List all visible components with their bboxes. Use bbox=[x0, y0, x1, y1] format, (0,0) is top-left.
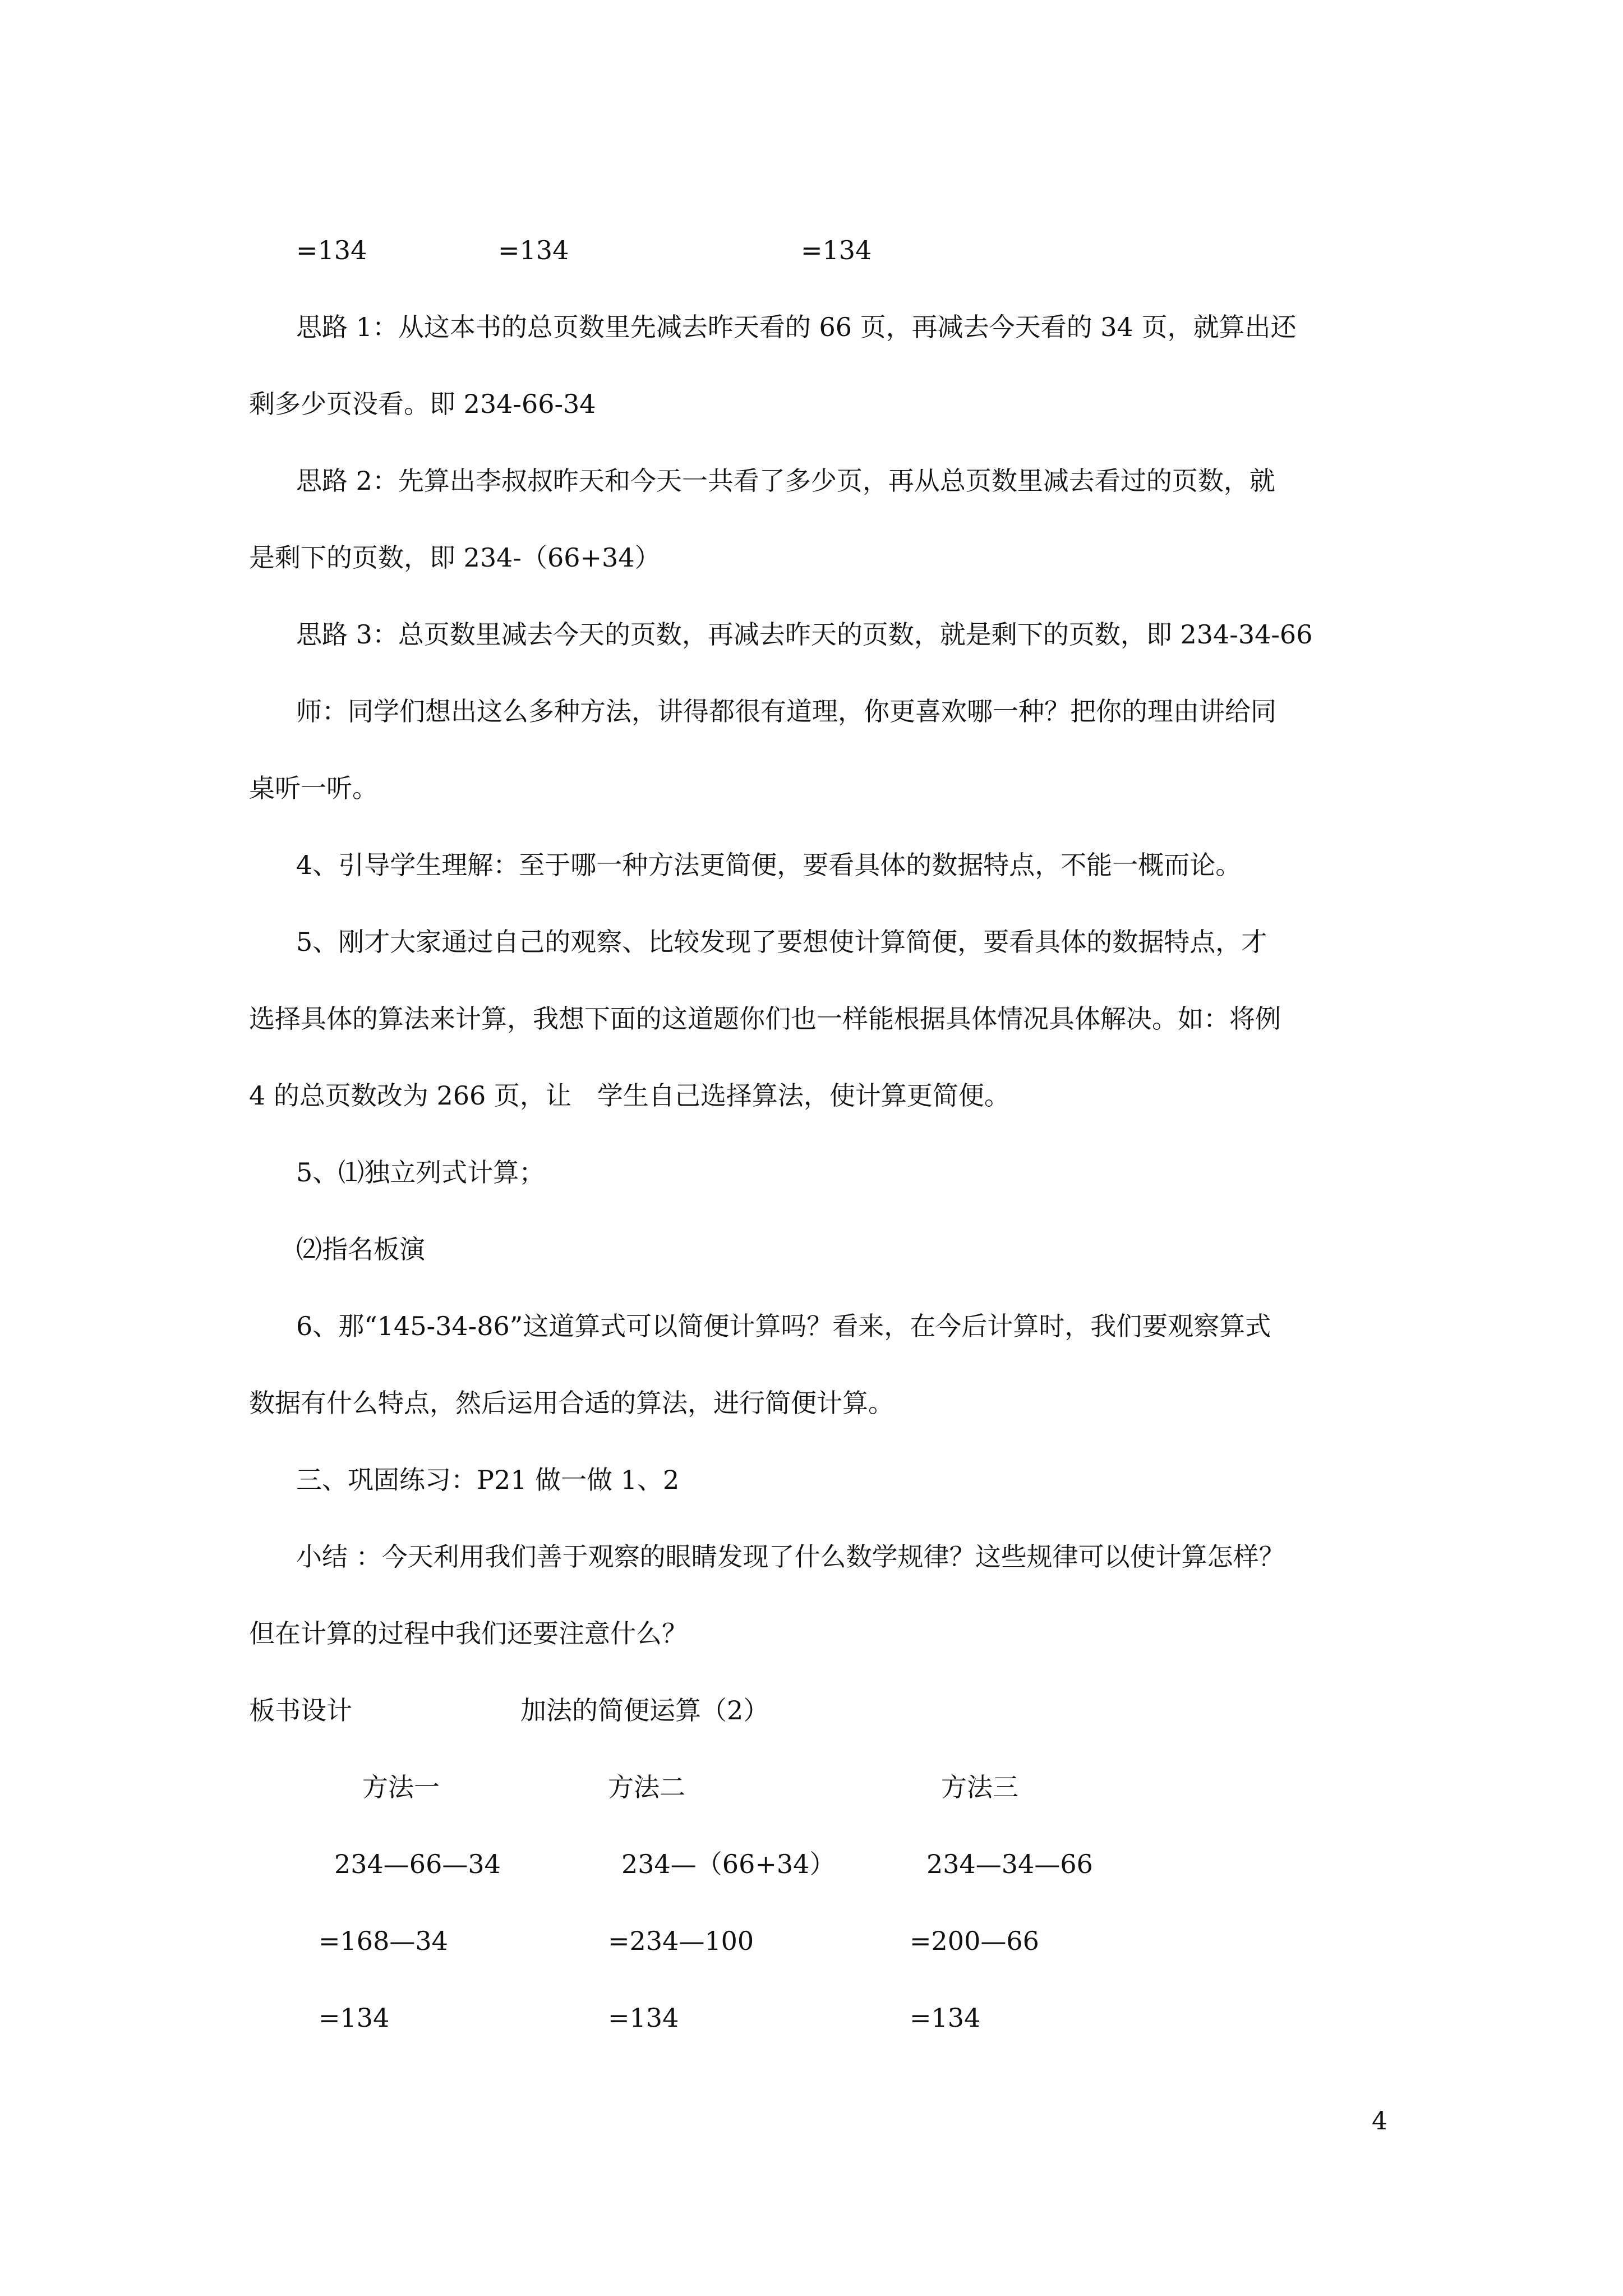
idea-2-line-1: 思路 2：先算出李叔叔昨天和今天一共看了多少页，再从总页数里减去看过的页数，就 bbox=[296, 466, 1275, 496]
method-3-step-1: 234—34—66 bbox=[926, 1849, 1093, 1879]
step-6-line-1: 6、那“145-34-86”这道算式可以简便计算吗？看来，在今后计算时，我们要观察算式 bbox=[296, 1311, 1271, 1341]
step-5-line-3: 4 的总页数改为 266 页，让 学生自己选择算法，使计算更简便。 bbox=[249, 1080, 1010, 1111]
method-2-label: 方法二 bbox=[608, 1772, 685, 1802]
board-header-row bbox=[0, 1697, 1623, 1726]
summary-line-2: 但在计算的过程中我们还要注意什么？ bbox=[249, 1618, 688, 1649]
result-method-2: =134 bbox=[498, 235, 569, 265]
board-title: 加法的简便运算（2） bbox=[520, 1695, 769, 1726]
idea-3-line-1: 思路 3：总页数里减去今天的页数，再减去昨天的页数，就是剩下的页数，即 234-34-66 bbox=[296, 619, 1313, 650]
idea-2-line-2: 是剩下的页数，即 234-（66+34） bbox=[249, 542, 661, 573]
method-2-step-2: =234—100 bbox=[608, 1926, 754, 1956]
step-5-line-2: 选择具体的算法来计算，我想下面的这道题你们也一样能根据具体情况具体解决。如：将例 bbox=[249, 1004, 1281, 1034]
board-methods-row bbox=[0, 1774, 1623, 1802]
step-5-substep-2: ⑵指名板演 bbox=[296, 1234, 425, 1264]
method-1-step-1: 234—66—34 bbox=[334, 1849, 501, 1879]
method-1-step-2: =168—34 bbox=[319, 1926, 448, 1956]
step-5-line-1: 5、刚才大家通过自己的观察、比较发现了要想使计算简便，要看具体的数据特点，才 bbox=[296, 927, 1267, 957]
step-6-line-2: 数据有什么特点，然后运用合适的算法，进行简便计算。 bbox=[249, 1388, 894, 1418]
result-method-1: =134 bbox=[296, 235, 367, 265]
teacher-line-2: 桌听一听。 bbox=[249, 773, 378, 803]
method-2-step-3: =134 bbox=[608, 2003, 679, 2033]
top-results-row bbox=[0, 237, 1623, 265]
idea-1-line-2: 剩多少页没看。即 234-66-34 bbox=[249, 389, 596, 419]
method-1-step-3: =134 bbox=[319, 2003, 390, 2033]
board-step-2-row bbox=[0, 1928, 1623, 1956]
board-label: 板书设计 bbox=[249, 1695, 352, 1726]
method-1-label: 方法一 bbox=[362, 1772, 440, 1802]
method-2-step-1: 234—（66+34） bbox=[621, 1849, 836, 1879]
method-3-step-2: =200—66 bbox=[910, 1926, 1039, 1956]
practice-heading: 三、巩固练习：P21 做一做 1、2 bbox=[296, 1465, 680, 1495]
page-number: 4 bbox=[1372, 2107, 1387, 2136]
method-3-label: 方法三 bbox=[941, 1772, 1018, 1802]
board-step-1-row bbox=[0, 1851, 1623, 1879]
result-method-3: =134 bbox=[801, 235, 872, 265]
step-4-paragraph: 4、引导学生理解：至于哪一种方法更简便，要看具体的数据特点，不能一概而论。 bbox=[296, 850, 1242, 880]
board-step-3-row bbox=[0, 2005, 1623, 2033]
summary-line-1: 小结 ：今天利用我们善于观察的眼睛发现了什么数学规律？这些规律可以使计算怎样？ bbox=[296, 1542, 1285, 1572]
method-3-step-3: =134 bbox=[910, 2003, 981, 2033]
idea-1-line-1: 思路 1：从这本书的总页数里先减去昨天看的 66 页，再减去今天看的 34 页，就算出还 bbox=[296, 312, 1297, 342]
teacher-line-1: 师：同学们想出这么多种方法，讲得都很有道理，你更喜欢哪一种？把你的理由讲给同 bbox=[296, 696, 1276, 726]
step-5-substep-1: 5、⑴独立列式计算； bbox=[296, 1157, 545, 1188]
